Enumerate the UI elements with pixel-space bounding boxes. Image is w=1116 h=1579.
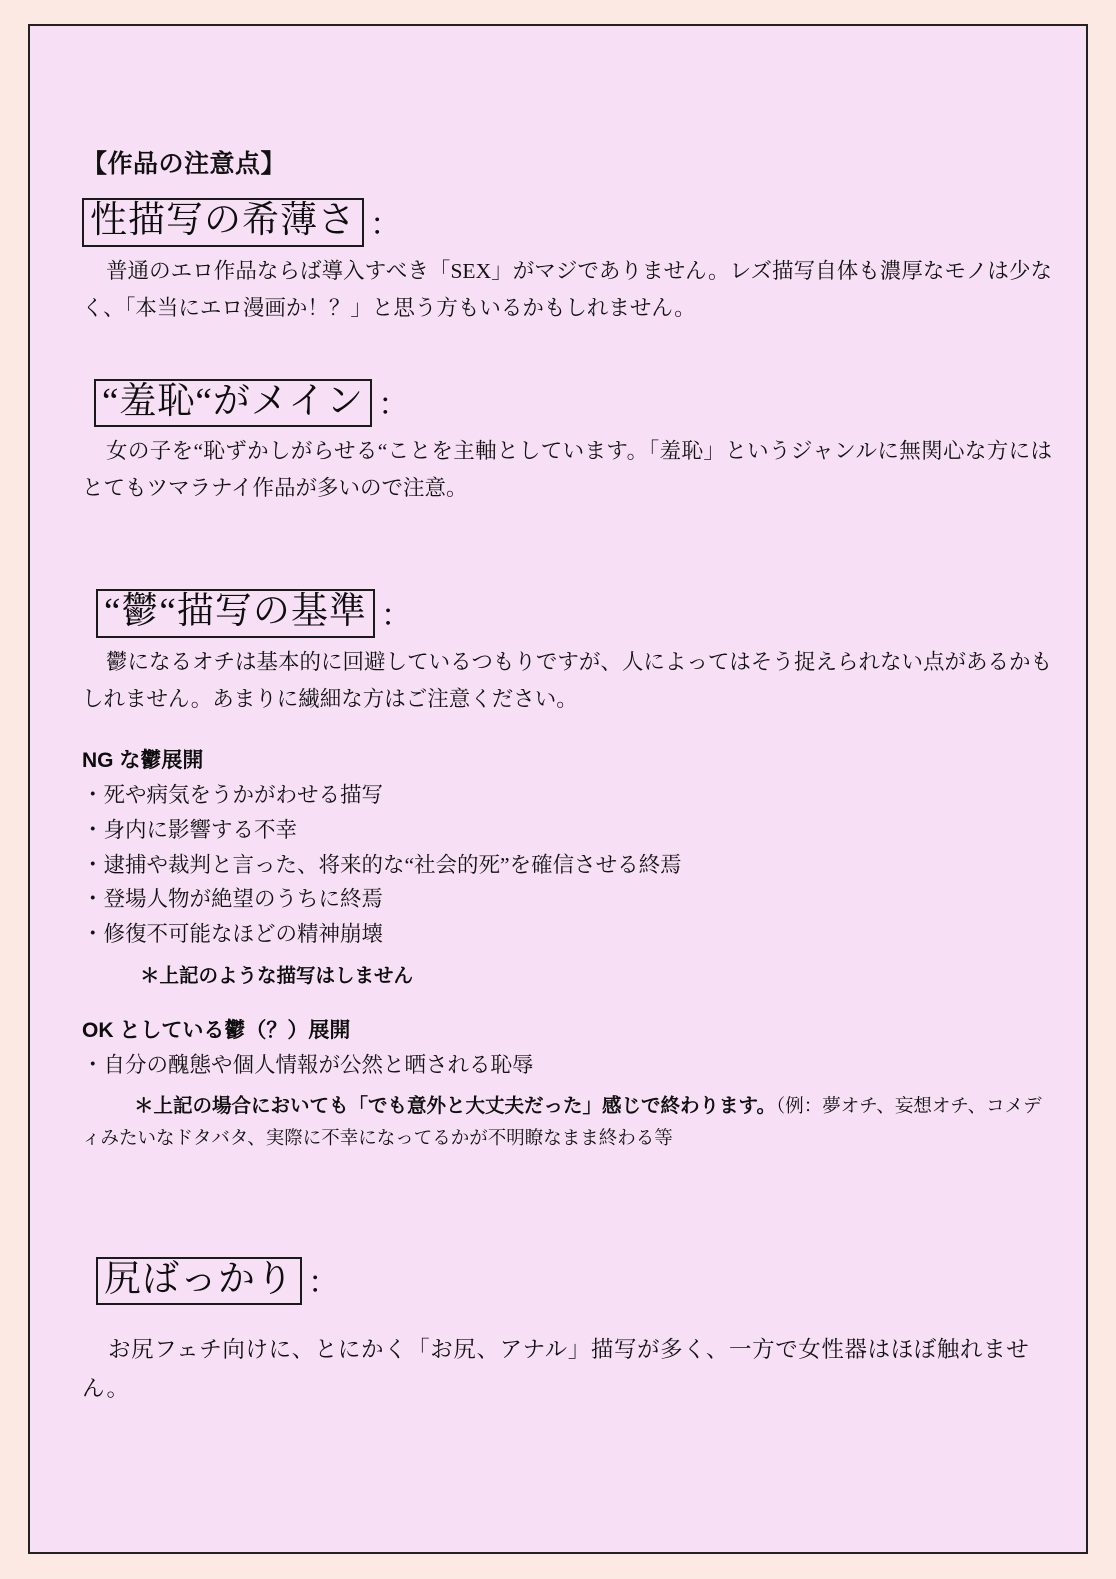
ok-note-quote: 「でも意外と大丈夫だった」感じで終わります。 xyxy=(348,1095,776,1117)
section-heading-3 xyxy=(96,589,1052,638)
spacer xyxy=(82,507,1052,571)
list-item: ・死や病気をうかがわせる描写 xyxy=(82,782,384,807)
section-body-2: 女の子を“恥ずかしがらせる“ことを主軸としています。「羞恥」というジャンルに無関心な方にはとてもツマラナイ作品が多いので注意。 xyxy=(82,439,1052,501)
ng-list-note: ＊上記のような描写はしません xyxy=(140,966,414,988)
section-heading-4-colon: ： xyxy=(308,1265,339,1301)
list-item: ・修復不可能なほどの精神崩壊 xyxy=(82,922,384,947)
document-content xyxy=(82,144,1052,1408)
list-item: ・逮捕や裁判と言った、将来的な“社会的死”を確信させる終焉 xyxy=(82,852,682,877)
section-heading-3-colon: ： xyxy=(380,597,412,633)
ok-list-label: OK としている鬱（？）展開 xyxy=(82,1019,351,1043)
spacer xyxy=(82,327,1052,361)
section-heading-2-label: “羞恥“がメイン xyxy=(94,379,372,428)
document-page xyxy=(28,24,1088,1554)
section-heading-3-label: “鬱“描写の基準 xyxy=(96,589,375,638)
ok-list xyxy=(82,1048,1052,1083)
ng-list-label: NG な鬱展開 xyxy=(82,748,204,772)
section-heading-1-colon: ： xyxy=(370,206,401,242)
page-title: 【作品の注意点】 xyxy=(82,151,287,178)
section-heading-2-colon: ： xyxy=(378,387,410,423)
ok-note-lead: ＊上記の場合においても xyxy=(134,1095,349,1117)
section-heading-1 xyxy=(82,198,1052,247)
spacer xyxy=(82,1155,1052,1219)
list-item: ・登場人物が絶望のうちに終焉 xyxy=(82,887,384,912)
ok-note-rest: （例：夢オチ、妄想オチ、コメディみたいなドタバタ、実際に不幸になってるかが不明瞭なまま終わる等 xyxy=(82,1096,1042,1149)
section-body-3: 鬱になるオチは基本的に回避しているつもりですが、人によってはそう捉えられない点があるかもしれません。あまりに繊細な方はご注意ください。 xyxy=(82,649,1052,711)
section-body-1: 普通のエロ作品ならば導入すべき「SEX」がマジでありません。レズ描写自体も濃厚なモノは少なく、「本当にエロ漫画か！？」と思う方もいるかもしれません。 xyxy=(82,258,1052,320)
section-body-4: お尻フェチ向けに、とにかく「お尻、アナル」描写が多く、一方で女性器はほぼ触れません。 xyxy=(82,1337,1030,1401)
list-item: ・身内に影響する不幸 xyxy=(82,817,298,842)
section-heading-4-label: 尻ばっかり xyxy=(96,1257,302,1306)
list-item: ・自分の醜態や個人情報が公然と晒される恥辱 xyxy=(82,1053,534,1078)
section-heading-4 xyxy=(96,1257,1052,1306)
section-heading-2 xyxy=(94,379,1052,428)
spacer xyxy=(82,1219,1052,1239)
ok-list-note xyxy=(82,1091,1052,1155)
ng-list xyxy=(82,778,1052,952)
section-heading-1-label: 性描写の希薄さ xyxy=(82,198,364,247)
